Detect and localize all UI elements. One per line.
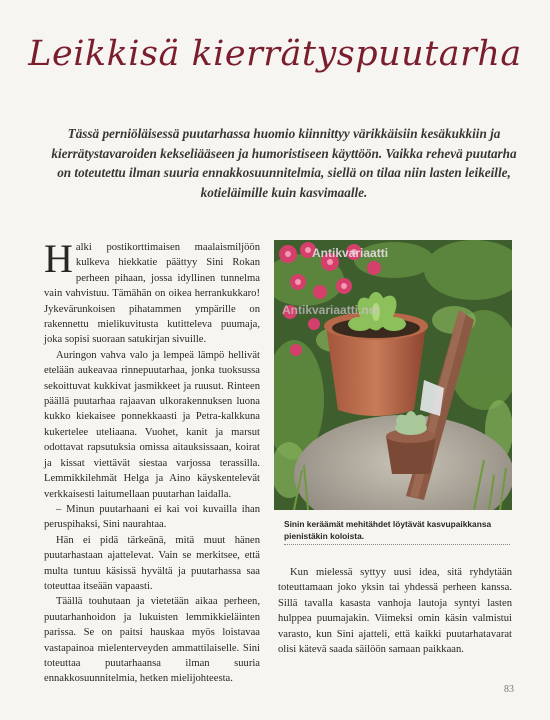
drop-cap: H [44, 236, 73, 281]
left-column [44, 236, 260, 687]
body-paragraph: Auringon vahva valo ja lempeä lämpö hellivät etelään aukeavaa rinnepuutarhaa, jonka tuoksussa sekoittuvat kukkivat jasmikkeet ja ruusut. Rinteen päällä puutarhaa rajaavan ulkorakennuksen luona kukko kiekaisee ponnekkaasti ja Petra-kalkkuna kukertelee uteliaana. Vuohet, kanit ja marsut odottavat rapsutuksia omissa aitauksissaan, koirat ja kissat viettävät siestaa varjossa terassilla. Lemmikkilehmät Helga ja Aino käyskentelevät verkkaisesti laitumellaan puutarhan laidalla. [44, 349, 260, 500]
photo-caption: Sinin keräämät mehitähdet löytävät kasvupaikkansa pienistäkin koloista. [284, 519, 492, 541]
succulent-pot-illustration [274, 240, 512, 510]
body-paragraph: Täällä touhutaan ja vietetään aikaa perheen, puutarhanhoidon ja lukuisten lemmikkieläinten parissa. Se on paitsi hauskaa myös loistavaa vastapainoa mielenterveyden ammattilaiselle. Sini toteuttaa puutarhaansa ilman suuria ennakkosuunnitelmia, hetken mielijohteesta. [44, 596, 260, 685]
body-paragraph: – Minun puutarhaani ei kai voi kuvailla ihan peruspihaksi, Sini naurahtaa. [44, 503, 260, 531]
right-column [278, 565, 512, 657]
body-paragraph: Hän ei pidä tärkeänä, mitä muut hänen puutarhastaan ajattelevat. Vain se merkitsee, että multa tuntuu käsissä hyvältä ja puutarhassa saa toteuttaa itseään vapaasti. [44, 534, 260, 592]
body-paragraph-text: alki postikorttimaisen maalaismiljöön kulkeva hiekkatie päättyy Sini Rokan perheen pihaan, jossa idyllinen tunnelma vain vahvistuu. Tämähän on oikea herrankukkaro! Jykevärunkoisen pihatammen ympärille on rakennettu mielikuvitusta kutitteleva puumaja, joka sopisi suoraan satukirjan sivuille. [44, 242, 260, 346]
body-paragraph [44, 236, 260, 348]
page-title: Leikkisä kierrätyspuutarha [28, 34, 522, 74]
watermark-text-small: Antikvariaatti.net [282, 303, 380, 317]
page-number: 83 [504, 684, 514, 695]
caption-divider [284, 544, 510, 545]
body-paragraph: Kun mielessä syttyy uusi idea, sitä ryhdytään toteuttamaan joko yksin tai yhdessä perheen kanssa. Sillä tavalla kasasta vanhoja lautoja syntyi lasten hulppea puumajakin. Viimeksi omin käsin valmistui varasto, kun Sini ajatteli, että kaikki puutarhatavarat olisi kätevä saada säilöön samaan paikkaan. [278, 567, 512, 656]
garden-photo [274, 240, 512, 510]
watermark-text: Antikvariaatti [312, 246, 389, 260]
lead-paragraph: Tässä perniöläisessä puutarhassa huomio kiinnittyy värikkäisiin kesäkukkiin ja kierrätystavaroiden kekseliääseen ja humoristiseen käyttöön. Vaikka rehevä puutarha on toteutettu ilman suuria ennakkosuunnitelmia, siellä on tilaa niin lasten leikeille, kotieläimille kuin kasvimaalle. [51, 126, 517, 200]
